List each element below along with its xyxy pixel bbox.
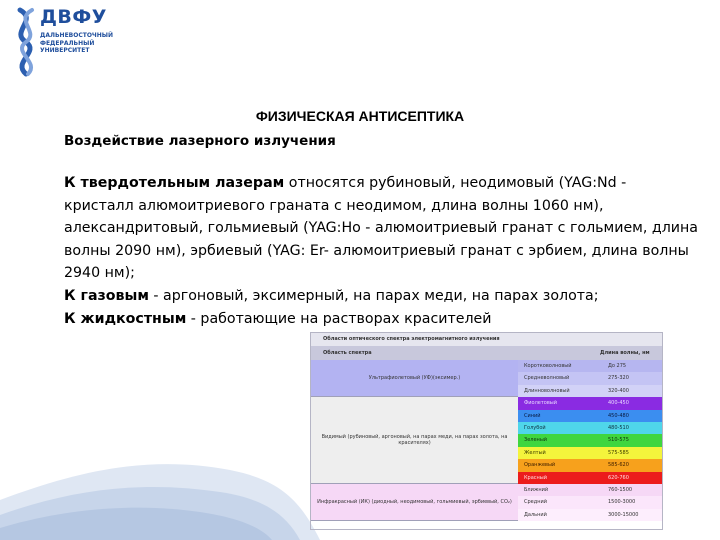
spectrum-row-wavelength: 510-575 xyxy=(608,437,629,444)
spectrum-row xyxy=(518,372,663,384)
spectrum-row xyxy=(518,509,663,521)
term-gas: К газовым xyxy=(64,287,149,304)
solid-state-description: относятся рубиновый, неодимовый (YAG:Nd - кристалл алюмоитриевого граната с неодимом, длина волны 1060 нм), александритовый, гольмиевый (YAG:Ho - алюмоитриевый гранат с гольмием, длина волны 2090 нм), эрбиевый (YAG: Er- алюмоитриевый гранат с эрбием, длина волны 2940 нм); xyxy=(64,175,698,282)
spectrum-region-label: Ультрафиолетовый (УФ)(эксимер.) xyxy=(311,360,518,397)
spectrum-table xyxy=(310,332,663,530)
spectrum-row xyxy=(518,434,663,446)
spectrum-row-name: Коротковолновый xyxy=(524,363,572,369)
liquid-description: - работающие на растворах красителей xyxy=(186,310,492,327)
logo-subtitle-line: УНИВЕРСИТЕТ xyxy=(40,47,90,54)
spectrum-row-wavelength: 620-760 xyxy=(608,474,629,481)
spectrum-row-wavelength: 575-585 xyxy=(608,449,629,456)
spectrum-row-name: Синий xyxy=(524,412,541,419)
spectrum-row xyxy=(518,459,663,471)
spectrum-row-wavelength: 3000-15000 xyxy=(608,511,639,518)
spectrum-row xyxy=(518,397,663,409)
spectrum-row-name: Фиолетовый xyxy=(524,400,558,407)
term-solid-state: К твердотельным лазерам xyxy=(64,175,285,191)
spectrum-row-name: Ближний xyxy=(524,487,549,493)
spectrum-row xyxy=(518,410,663,422)
term-liquid: К жидкостным xyxy=(64,310,187,327)
spectrum-region-label: Инфракрасный (ИК) (диодный, неодимовый, гольмиевый, эрбиевый, CO₂) xyxy=(311,484,518,521)
logo-title: ДВФУ xyxy=(40,6,107,28)
spectrum-row-wavelength: 1500-3000 xyxy=(608,499,636,506)
spectrum-table-header xyxy=(311,346,662,360)
spectrum-row xyxy=(518,484,663,496)
gas-description: - аргоновый, эксимерный, на парах меди, на парах золота; xyxy=(148,287,599,304)
spectrum-row-name: Длинноволновый xyxy=(524,387,570,394)
paragraph-gas xyxy=(64,285,700,308)
spectrum-row-name: Средний xyxy=(524,499,547,506)
spectrum-row-name: Оранжевый xyxy=(524,462,556,469)
spectrum-row-name: Зеленый xyxy=(524,437,548,444)
logo-subtitle xyxy=(40,32,114,55)
slide-subtitle: Воздействие лазерного излучения xyxy=(64,133,336,149)
header-wavelength: Длина волны, нм xyxy=(600,350,650,356)
spectrum-row xyxy=(518,360,663,372)
spectrum-row xyxy=(518,385,663,397)
spectrum-row-wavelength: 275-320 xyxy=(608,375,629,382)
paragraph-liquid xyxy=(64,308,700,331)
spectrum-row-name: Голубой xyxy=(524,425,546,431)
header-region: Область спектра xyxy=(323,350,372,356)
spectrum-row-name: Средневолновый xyxy=(524,375,570,382)
spectrum-table-caption: Области оптического спектра электромагнитного излучения xyxy=(311,333,662,346)
spectrum-row xyxy=(518,472,663,484)
spectrum-row xyxy=(518,422,663,434)
logo-subtitle-line: ФЕДЕРАЛЬНЫЙ xyxy=(40,39,95,47)
spectrum-region-label: Видимый (рубиновый, аргоновый, на парах меди, на парах золота, на красителях) xyxy=(311,397,518,484)
spectrum-row-name: Красный xyxy=(524,474,548,481)
spectrum-row-wavelength: 480-510 xyxy=(608,425,629,431)
spectrum-row-wavelength: 760-1500 xyxy=(608,487,633,493)
logo-subtitle-line: ДАЛЬНЕВОСТОЧНЫЙ xyxy=(40,32,114,39)
spectrum-row-name: Желтый xyxy=(524,449,546,456)
slide-title: ФИЗИЧЕСКАЯ АНТИСЕПТИКА xyxy=(255,108,465,124)
spectrum-row-wavelength: До 275 xyxy=(608,363,627,369)
spectrum-row-wavelength: 585-620 xyxy=(608,462,629,469)
spectrum-row-name: Дальний xyxy=(524,511,547,518)
spectrum-row-wavelength: 450-480 xyxy=(608,412,629,419)
spectrum-row xyxy=(518,447,663,459)
paragraph-solid-state xyxy=(64,172,700,285)
spectrum-row-wavelength: 400-450 xyxy=(608,400,629,407)
spectrum-row xyxy=(518,496,663,508)
body-text xyxy=(64,172,700,330)
spectrum-row-wavelength: 320-400 xyxy=(608,387,629,394)
